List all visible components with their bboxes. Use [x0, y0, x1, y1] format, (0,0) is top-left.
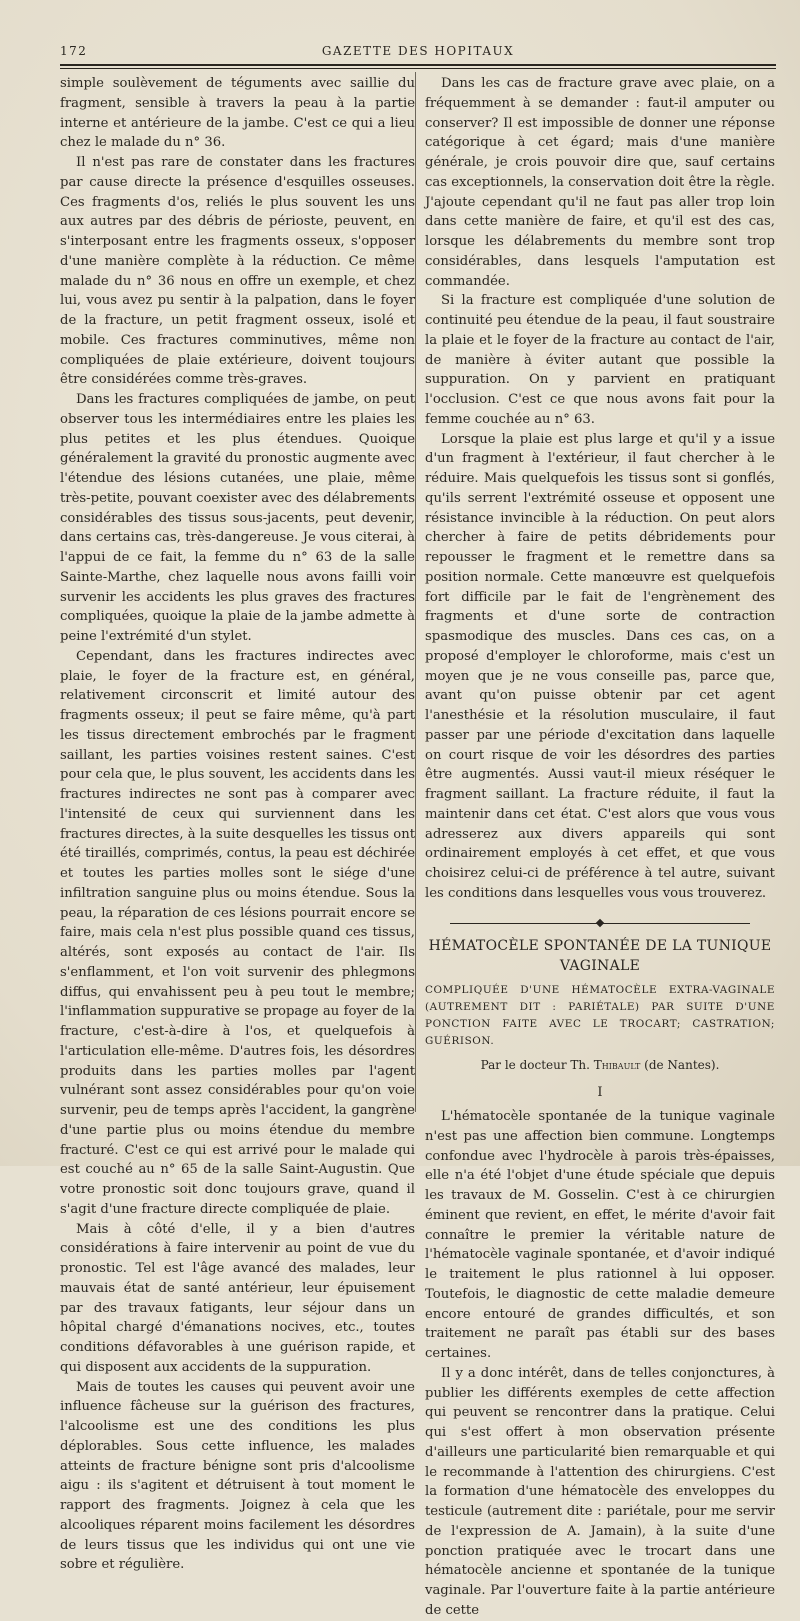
journal-title: GAZETTE DES HOPITAUX — [321, 44, 515, 58]
paragraph: Il y a donc intérêt, dans de telles conjonctures, à publier les différents exemples de cette affection qui peuvent se rencontrer dans la pratique. Celui qui s'est offert à mon observation présente d'ailleurs une particularité bien remarquable et qui le recommande à l'attention des chirurgiens. C'est la formation d'une hématocèle des enveloppes du testicule (autrement dite : pariétale, pour me servir de l'expression de A. Jamain), à la suite d'une ponction pratiquée avec le trocart dans une hématocèle ancienne et spontanée de la tunique vaginale. Par l'ouverture faite à la partie antérieure de cette — [425, 1365, 775, 1618]
left-column — [60, 74, 415, 1575]
byline-suffix: (de Nantes). — [644, 1057, 720, 1072]
paragraph: Mais à côté d'elle, il y a bien d'autres considérations à faire intervenir au point de vue du pronostic. Tel est l'âge avancé des malades, leur mauvais état de santé antérieur, leur épuisement par des travaux fatigants, leur séjour dans un hôpital chargé d'émanations nocives, etc., toutes conditions défavorables à une guérison rapide, et qui disposent aux accidents de la suppuration. — [60, 1221, 415, 1375]
article-byline — [425, 1056, 775, 1076]
section-number: I — [597, 1085, 603, 1101]
header-rule — [60, 64, 776, 66]
paragraph: Si la fracture est compliquée d'une solution de continuité peu étendue de la peau, il faut soustraire la plaie et le foyer de la fracture au contact de l'air, de manière à éviter autant que possible la suppuration. On y parvient en pratiquant l'occlusion. C'est ce que nous avons fait pour la femme couchée au n° 63. — [425, 293, 775, 427]
paragraph: Il n'est pas rare de constater dans les fractures par cause directe la présence d'esquilles osseuses. Ces fragments d'os, reliés le plus souvent les uns aux autres par des débris de périoste, peuvent, en s'interposant entre les fragments osseux, s'opposer d'une manière complète à la réduction. Ce même malade du n° 36 nous en offre un exemple, et chez lui, vous avez pu sentir à la palpation, dans le foyer de la fracture, un petit fragment osseux, isolé et mobile. Ces fractures comminutives, même non compliquées de plaie extérieure, doivent toujours être considérées comme très-graves. — [60, 155, 415, 388]
header-rule-thin — [60, 68, 776, 69]
page-header — [60, 40, 776, 64]
paragraph: L'hématocèle spontanée de la tunique vaginale n'est pas une affection bien commune. Longtemps confondue avec l'hydrocèle à parois très-épaisses, elle n'a été l'objet d'une étude spéciale que depuis les travaux de M. Gosselin. C'est à ce chirurgien éminent que revient, en effet, le mérite d'avoir fait connaître le premier la véritable nature de l'hématocèle vaginale spontanée, et d'avoir indiqué le traitement le plus rationnel à lui opposer. Toutefois, le diagnostic de cette maladie demeure encore entouré de grandes difficultés, et son traitement ne paraît pas établi sur des bases certaines. — [425, 1109, 775, 1361]
page-number: 172 — [60, 44, 88, 58]
article-subtitle: COMPLIQUÉE D'UNE HÉMATOCÈLE EXTRA-VAGINALE (AUTREMENT DIT : PARIÉTALE) PAR SUITE D'UNE PONCTION FAITE AVEC LE TROCART; CASTRATION; GUÉRISON. — [425, 983, 775, 1047]
paragraph: Cependant, dans les fractures indirectes avec plaie, le foyer de la fracture est, en général, relativement circonscrit et limité autour des fragments osseux; il peut se faire même, qu'à part les tissus directement embrochés par le fragment saillant, les parties voisines restent saines. C'est pour cela que, le plus souvent, les accidents dans les fractures indirectes ne sont pas à comparer avec l'intensité de ceux qui surviennent dans les fractures directes, à la suite desquelles les tissus ont été tiraillés, comprimés, contus, la peau est déchirée et toutes les parties molles sont le siége d'une infiltration sanguine plus ou moins étendue. Sous la peau, la réparation de ces lésions pourrait encore se faire, mais cela n'est plus possible quand ces tissus, altérés, sont exposés au contact de l'air. Ils s'enflamment, et l'on voit survenir des phlegmons diffus, qui envahissent peu à peu tout le membre; l'inflammation suppurative se propage au foyer de la fracture, c'est-à-dire à l'os, et quelquefois à l'articulation elle-même. D'autres fois, les désordres produits dans les parties molles par l'agent vulnérant sont assez considérables pour qu'on voie survenir, peu de temps après l'accident, la gangrène d'une partie plus ou moins étendue du membre fracturé. C'est ce qui est arrivé pour le malade qui est couché au n° 65 de la salle Saint-Augustin. Que votre pronostic soit donc toujours grave, quand il s'agit d'une fracture directe compliquée de plaie. — [60, 648, 415, 1217]
byline-prefix: Par le docteur Th. — [480, 1057, 590, 1072]
paragraph: Dans les fractures compliquées de jambe, on peut observer tous les intermédiaires entre les plaies les plus petites et les plus étendues. Quoique généralement la gravité du pronostic augmente avec l'étendue des lésions cutanées, une plaie, même très-petite, pouvant coexister avec des délabrements considérables des tissus sous-jacents, peut devenir, dans certains cas, très-dangereuse. Je vous citerai, à l'appui de ce fait, la femme du n° 63 de la salle Sainte-Marthe, chez laquelle nous avons failli voir survenir les accidents les plus graves des fractures compliquées, quoique la plaie de la jambe admette à peine l'extrémité d'un stylet. — [60, 392, 415, 644]
byline-author: Thibault — [593, 1057, 641, 1072]
paragraph: Dans les cas de fracture grave avec plaie, on a fréquemment à se demander : faut-il amputer ou conserver? Il est impossible de donner une réponse catégorique à cet égard; mais d'une manière générale, je crois pouvoir dire que, sauf certains cas exceptionnels, la conservation doit être la règle. J'ajoute cependant qu'il ne faut pas aller trop loin dans cette manière de faire, et qu'il est des cas, lorsque les délabrements du membre sont trop considérables, dans lesquels l'amputation est commandée. — [425, 76, 775, 289]
right-column — [425, 74, 775, 1621]
section-separator — [425, 914, 775, 924]
column-divider — [415, 72, 416, 1112]
paragraph: Mais de toutes les causes qui peuvent avoir une influence fâcheuse sur la guérison des fractures, l'alcoolisme est une des conditions les plus déplorables. Sous cette influence, les malades atteints de fracture bénigne sont pris d'alcoolisme aigu : ils s'agitent et détruisent à tout moment le rapport des fragments. Joignez à cela que les alcooliques réparent moins facilement les désordres de leurs tissus que les individus qui ont une vie sobre et régulière. — [60, 1379, 415, 1573]
article-title: HÉMATOCÈLE SPONTANÉE DE LA TUNIQUE VAGINALE — [428, 937, 772, 974]
paragraph: simple soulèvement de téguments avec saillie du fragment, sensible à travers la peau à la partie interne et antérieure de la jambe. C'est ce qui a lieu chez le malade du n° 36. — [60, 76, 415, 151]
paragraph: Lorsque la plaie est plus large et qu'il y a issue d'un fragment à l'extérieur, il faut chercher à le réduire. Mais quelquefois les tissus sont si gonflés, qu'ils serrent l'extrémité osseuse et opposent une résistance invincible à la réduction. On peut alors chercher à faire de petits débridements pour repousser le fragment et le remettre dans sa position normale. Cette manœuvre est quelquefois fort difficile par le fait de l'engrènement des fragments et d'une sorte de contraction spasmodique des muscles. Dans ces cas, on a proposé d'employer le chloroforme, mais c'est un moyen que je ne vous conseille pas, parce que, avant qu'on puisse obtenir par cet agent l'anesthésie et la résolution musculaire, il faut passer par une période d'excitation dans laquelle on court risque de voir les désordres des parties être augmentés. Aussi vaut-il mieux réséquer le fragment saillant. La fracture réduite, il faut la maintenir dans cet état. C'est alors que vous vous adresserez aux divers appareils qui sont ordinairement employés à cet effet, et que vous choisirez celui-ci de préférence à tel autre, suivant les conditions dans lesquelles vous vous trouverez. — [425, 431, 775, 901]
